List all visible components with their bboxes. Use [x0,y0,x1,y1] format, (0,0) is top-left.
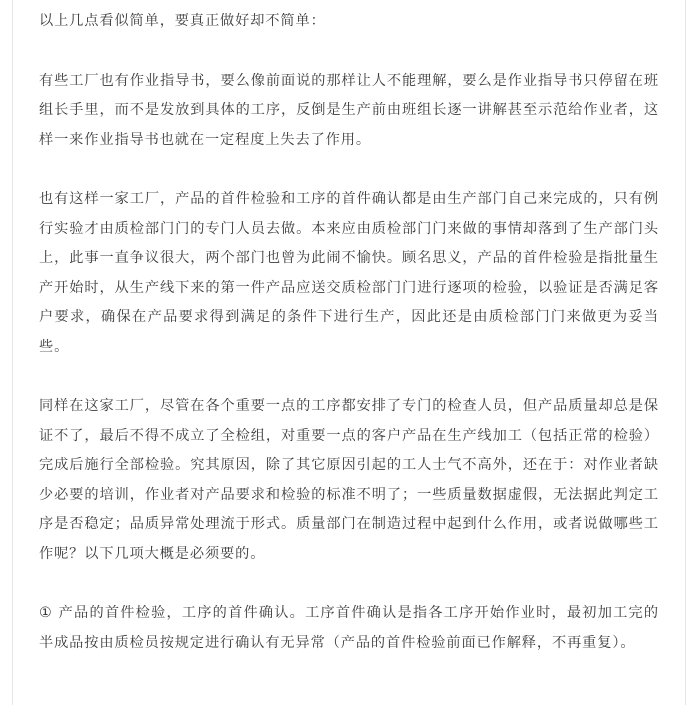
paragraph-work-instructions: 有些工厂也有作业指导书，要么像前面说的那样让人不能理解，要么是作业指导书只停留在班组长手里，而不是发放到具体的工序，反倒是生产前由班组长逐一讲解甚至示范给作业者，这样一来作业指导书也就在一定程度上失去了作用。 [39,72,659,148]
article-body [12,0,686,705]
paragraph-first-article-inspection: 也有这样一家工厂，产品的首件检验和工序的首件确认都是由生产部门自己来完成的，只有例行实验才由质检部门门的专门人员去做。本来应由质检部门门来做的事情却落到了生产部门头上，此事一直争议很大，两个部门也曾为此闹不愉快。顾名思义，产品的首件检验是指批量生产开始时，从生产线下来的第一件产品应送交质检部门门进行逐项的检验，以验证是否满足客户要求，确保在产品要求得到满足的条件下进行生产，因此还是由质检部门门来做更为妥当些。 [39,191,659,355]
paragraph-intro: 以上几点看似简单，要真正做好却不简单： [39,13,326,29]
paragraph-item-1: ① 产品的首件检验，工序的首件确认。工序首件确认是指各工序开始作业时，最初加工完的半成品按由质检员按规定进行确认有无异常（产品的首件检验前面已作解释，不再重复）。 [39,605,659,651]
paragraph-quality-issues: 同样在这家工厂，尽管在各个重要一点的工序都安排了专门的检查人员，但产品质量却总是保证不了，最后不得不成立了全检组，对重要一点的客户产品在生产线加工（包括正常的检验）完成后施行全部检验。究其原因，除了其它原因引起的工人士气不高外，还在于：对作业者缺少必要的培训，作业者对产品要求和检验的标准不明了；一些质量数据虚假，无法据此判定工序是否稳定；品质异常处理流于形式。质量部门在制造过程中起到什么作用，或者说做哪些工作呢？以下几项大概是必须要的。 [39,398,659,562]
